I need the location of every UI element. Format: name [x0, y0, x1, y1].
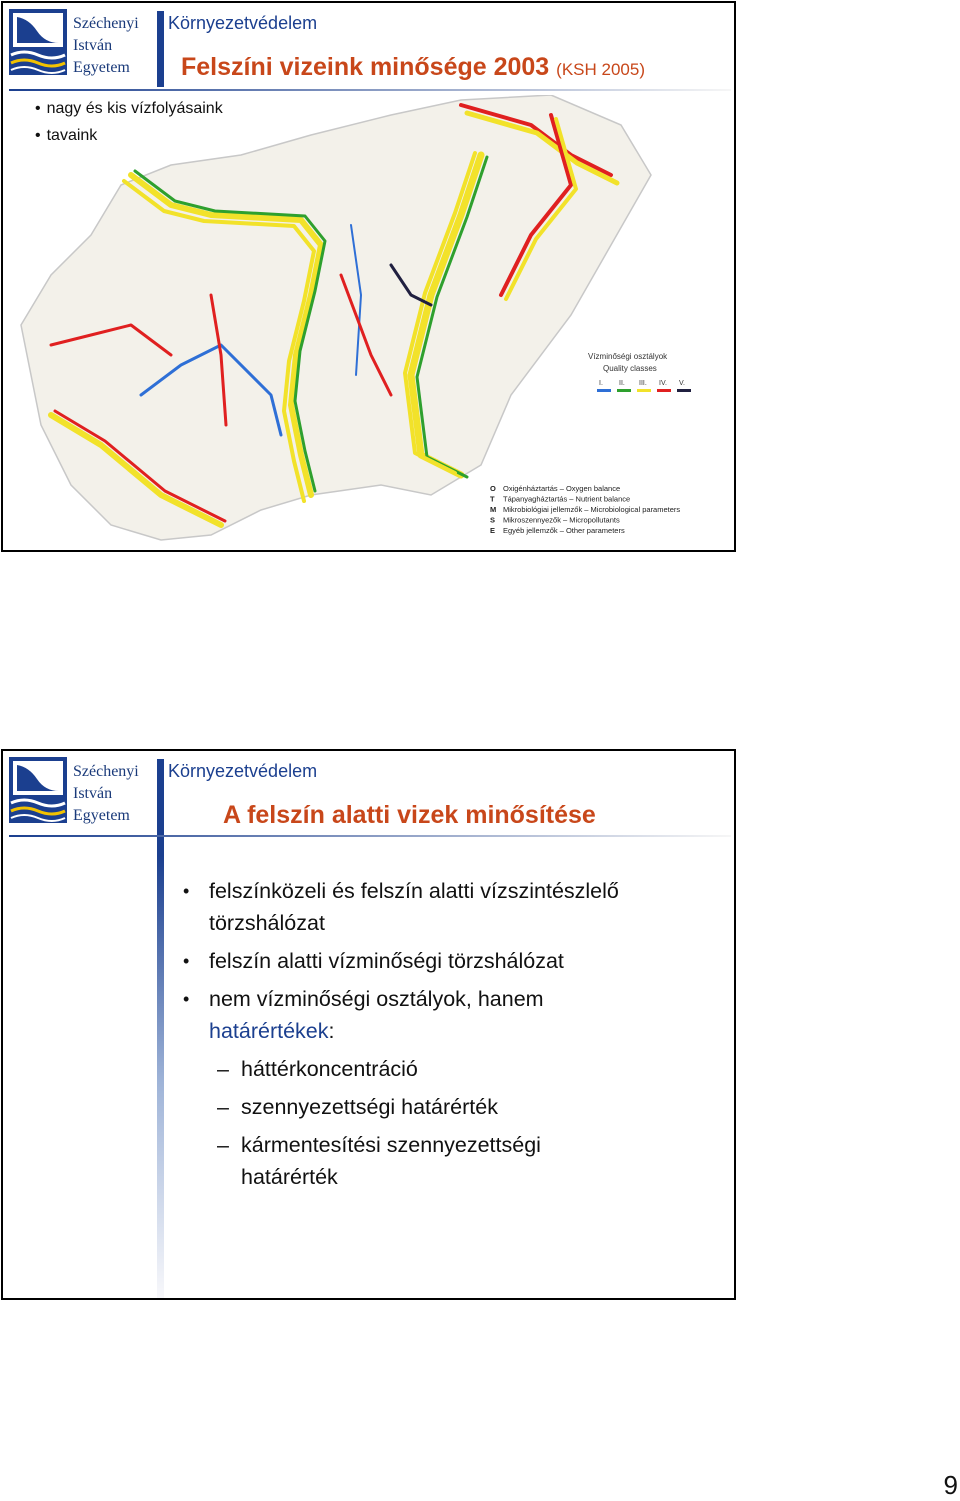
water-quality-map	[11, 95, 731, 550]
legend-param-label: Mikrobiológiai jellemzők – Microbiological parameters	[503, 505, 681, 514]
legend-param-code: E	[490, 526, 496, 535]
header-divider	[157, 11, 164, 87]
slide-title: A felszín alatti vizek minősítése	[223, 801, 596, 829]
bullet-item: • felszínközeli és felszín alatti vízszintészlelő törzshálózat	[183, 875, 689, 939]
legend-param-label: Oxigénháztartás – Oxygen balance	[503, 484, 621, 493]
sub-bullet-item: – szennyezettségi határérték	[183, 1091, 689, 1123]
slide-title-source: (KSH 2005)	[556, 60, 645, 79]
university-name	[73, 761, 139, 827]
legend-param-code: O	[490, 484, 496, 493]
bullet-item	[183, 983, 689, 1047]
sub-bullet-item: – háttérkoncentráció	[183, 1053, 689, 1085]
university-logo-icon	[9, 757, 67, 823]
header-underline	[9, 835, 731, 837]
country-outline	[21, 95, 651, 540]
slide-2	[1, 749, 736, 1300]
bullet-list	[183, 875, 689, 1199]
bullet-highlight: határértékek	[209, 1019, 329, 1043]
legend-param-label: Egyéb jellemzők – Other parameters	[503, 526, 625, 535]
legend-class-label: II.	[619, 380, 625, 387]
legend-class-label: I.	[599, 380, 603, 387]
bullet-item: • felszín alatti vízminőségi törzshálózat	[183, 945, 689, 977]
bullet-suffix: :	[328, 1019, 335, 1043]
bullet-text: nem vízminőségi osztályok, hanem	[209, 987, 544, 1011]
legend-param-code: T	[490, 494, 495, 504]
page-number: 9	[943, 1470, 958, 1500]
slide-1	[1, 1, 736, 552]
university-line-2: István	[73, 785, 113, 802]
university-line-1: Széchenyi	[73, 15, 139, 32]
sub-bullet-item: – kármentesítési szennyezettségi határérték	[183, 1129, 621, 1193]
legend-class-swatch	[617, 389, 631, 392]
legend-param-code: M	[490, 505, 497, 514]
university-line-3: Egyetem	[73, 807, 130, 824]
legend-class-swatch	[597, 389, 611, 392]
department-label: Környezetvédelem	[168, 13, 318, 33]
slide-title-text: Felszíni vizeink minősége 2003	[181, 53, 550, 81]
university-line-1: Széchenyi	[73, 763, 139, 780]
department-label: Környezetvédelem	[168, 761, 318, 781]
legend-class-swatch	[677, 389, 691, 392]
legend-class-label: III.	[639, 380, 647, 387]
slide-title	[181, 53, 645, 82]
university-name	[73, 13, 139, 79]
legend-param-code: S	[490, 515, 496, 525]
legend-subtitle: Quality classes	[603, 364, 657, 373]
legend-param-label: Mikroszennyezők – Micropollutants	[503, 515, 620, 525]
bullet-item: • tavaink	[35, 127, 97, 145]
legend-class-swatch	[657, 389, 671, 392]
side-gradient-bar	[157, 759, 164, 1299]
legend-class-swatch	[637, 389, 651, 392]
bullet-item: • nagy és kis vízfolyásaink	[35, 100, 223, 118]
legend-class-label: IV.	[659, 380, 667, 387]
header-underline	[9, 89, 731, 91]
legend-title: Vízminőségi osztályok	[588, 352, 668, 361]
legend-param-label: Tápanyagháztartás – Nutrient balance	[503, 494, 631, 504]
university-line-3: Egyetem	[73, 59, 130, 76]
university-logo-icon	[9, 9, 67, 75]
legend-class-label: V.	[679, 380, 685, 387]
university-line-2: István	[73, 37, 113, 54]
